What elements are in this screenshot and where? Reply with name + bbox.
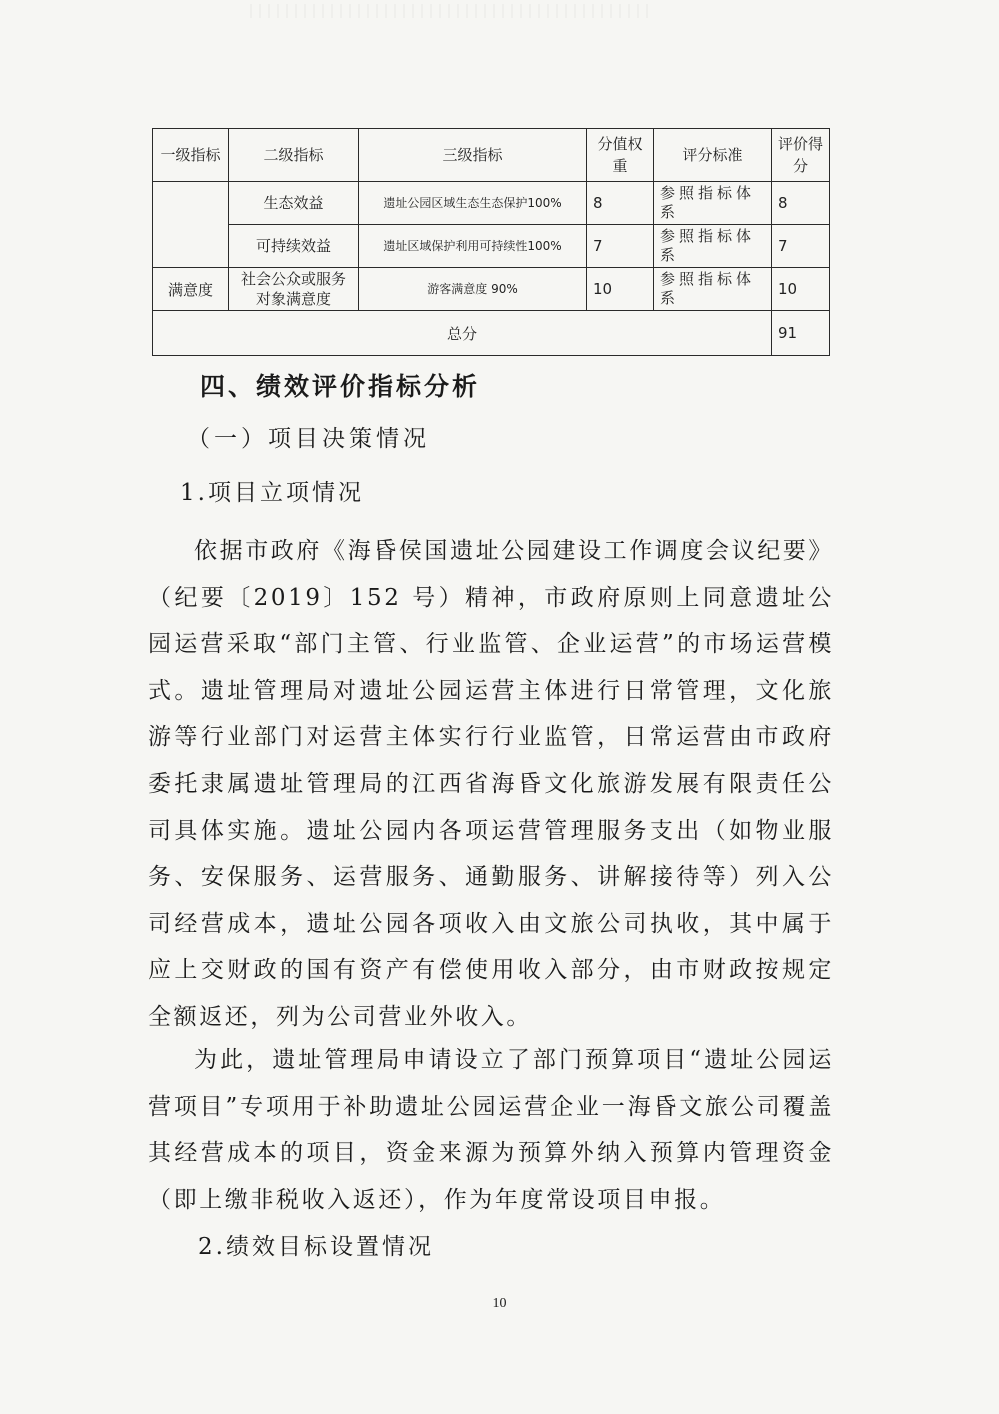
- table-row: [153, 225, 830, 268]
- cell-score: 7: [772, 225, 830, 268]
- paragraph-budget-project: 为此，遗址管理局申请设立了部门预算项目“遗址公园运营项目”专项用于补助遗址公园运营企业一海昏文旅公司覆盖其经营成本的项目，资金来源为预算外纳入预算内管理资金（即上缴非税收入返还），作为年度常设项目申报。: [148, 1047, 834, 1213]
- cell-score: 10: [772, 268, 830, 311]
- subsection-heading: （一）项目决策情况: [187, 426, 430, 452]
- cell-weight: 7: [587, 225, 654, 268]
- item2-heading: 2.绩效目标设置情况: [198, 1234, 434, 1260]
- table-header-row: [153, 129, 830, 182]
- cell-level1: 满意度: [153, 268, 229, 311]
- header-level2: 二级指标: [229, 129, 359, 182]
- cell-level3: 游客满意度 90%: [359, 268, 587, 311]
- table-row: [153, 182, 830, 225]
- scan-artifact: [250, 4, 650, 18]
- paragraph-project-approval: 依据市政府《海昏侯国遗址公园建设工作调度会议纪要》（纪要〔2019〕152 号）精神，市政府原则上同意遗址公园运营采取“部门主管、行业监管、企业运营”的市场运营模式。遗址管理局对遗址公园运营主体进行日常管理，文化旅游等行业部门对运营主体实行行业监管，日常运营由市政府委托隶属遗址管理局的江西省海昏文化旅游发展有限责任公司具体实施。遗址公园内各项运营管理服务支出（如物业服务、安保服务、运营服务、通勤服务、讲解接待等）列入公司经营成本，遗址公园各项收入由文旅公司执收，其中属于应上交财政的国有资产有偿使用收入部分，由市财政按规定全额返还，列为公司营业外收入。: [148, 538, 834, 1030]
- evaluation-score-table: [152, 128, 830, 356]
- table-total-row: [153, 311, 830, 356]
- header-level1: 一级指标: [153, 129, 229, 182]
- cell-standard: 参照指标体系: [654, 268, 772, 311]
- header-score: 评价得分: [772, 129, 830, 182]
- header-level3: 三级指标: [359, 129, 587, 182]
- cell-weight: 8: [587, 182, 654, 225]
- cell-score: 8: [772, 182, 830, 225]
- page-number: 10: [492, 1296, 507, 1311]
- total-value: 91: [772, 311, 830, 356]
- header-weight: 分值权重: [587, 129, 654, 182]
- cell-weight: 10: [587, 268, 654, 311]
- cell-level2: 社会公众或服务对象满意度: [229, 268, 359, 311]
- section-heading: 四、绩效评价指标分析: [200, 372, 481, 401]
- header-standard: 评分标准: [654, 129, 772, 182]
- cell-standard: 参照指标体系: [654, 225, 772, 268]
- cell-level1: [153, 182, 229, 268]
- cell-level2: 生态效益: [229, 182, 359, 225]
- total-label: 总分: [153, 311, 772, 356]
- table-row: [153, 268, 830, 311]
- item1-heading: 1.项目立项情况: [180, 480, 364, 506]
- cell-standard: 参照指标体系: [654, 182, 772, 225]
- cell-level2: 可持续效益: [229, 225, 359, 268]
- cell-level3: 遗址区域保护利用可持续性100%: [359, 225, 587, 268]
- cell-level3: 遗址公园区域生态生态保护100%: [359, 182, 587, 225]
